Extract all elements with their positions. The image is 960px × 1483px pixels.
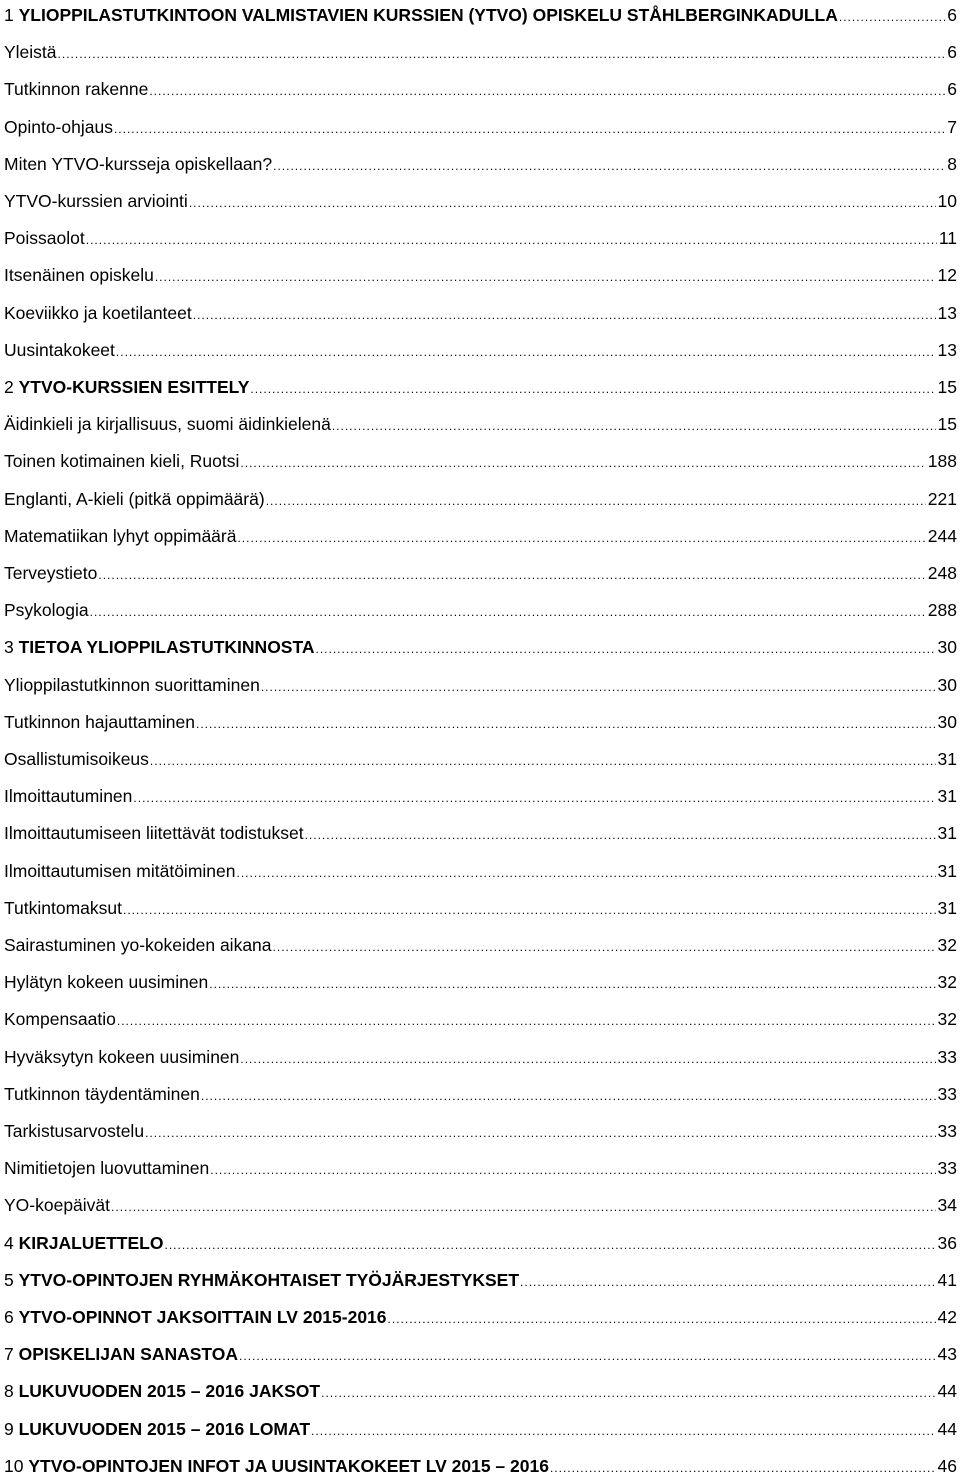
toc-dot-leader (189, 188, 936, 218)
toc-entry[interactable] (4, 595, 957, 625)
toc-section-number: 7 (4, 1344, 14, 1365)
toc-page-number: 10 (937, 191, 957, 211)
toc-page-number: 31 (937, 749, 957, 769)
toc-entry[interactable] (4, 298, 957, 328)
toc-entry-title (4, 335, 115, 365)
toc-entry-text: LUKUVUODEN 2015 – 2016 JAKSOT (18, 1381, 321, 1402)
toc-page-number: 221 (927, 488, 957, 509)
toc-entry[interactable] (4, 446, 957, 476)
toc-entry[interactable] (4, 335, 957, 365)
toc-entry-title (4, 0, 838, 30)
toc-entry[interactable] (4, 484, 957, 514)
toc-dot-leader (201, 1081, 936, 1111)
toc-dot-leader (273, 932, 936, 962)
toc-entry-title (4, 1302, 387, 1332)
toc-entry-text: Toinen kotimainen kieli, Ruotsi (4, 451, 240, 472)
toc-dot-leader (550, 1453, 936, 1483)
toc-entry-text: Tutkinnon hajauttaminen (4, 711, 196, 732)
toc-entry-text: Kompensaatio (4, 1009, 116, 1030)
toc-dot-leader (149, 76, 945, 106)
toc-entry-text: Hyväksytyn kokeen uusiminen (4, 1046, 240, 1067)
toc-entry-text: Matematiikan lyhyt oppimäärä (4, 525, 237, 546)
toc-dot-leader (193, 300, 936, 330)
toc-entry[interactable] (4, 260, 957, 290)
toc-page-number: 31 (937, 897, 957, 918)
toc-entry-title (4, 1228, 163, 1258)
toc-page-number: 11 (938, 228, 957, 249)
toc-page-number: 33 (937, 1083, 957, 1104)
toc-entry-title (4, 1376, 320, 1406)
toc-section-number: 3 (4, 637, 14, 658)
toc-page-number: 248 (927, 563, 957, 583)
toc-page-number: 15 (937, 414, 957, 435)
toc-dot-leader (388, 1304, 936, 1334)
toc-page-number: 41 (937, 1269, 957, 1290)
toc-page-number: 44 (937, 1418, 957, 1439)
toc-entry-text: Poissaolot (4, 228, 85, 249)
toc-entry-text: OPISKELIJAN SANASTOA (18, 1344, 239, 1365)
toc-section-number: 2 (4, 377, 14, 397)
toc-page-number: 33 (937, 1158, 957, 1179)
toc-entry-title (4, 1042, 239, 1072)
toc-entry-title (4, 1339, 238, 1369)
toc-entry[interactable] (4, 1451, 957, 1481)
toc-entry-text: Yleistä (4, 42, 57, 63)
toc-entry-text: YLIOPPILASTUTKINTOON VALMISTAVIEN KURSSIEN (YTVO) OPISKELU STÅHLBERGINKADULLA (18, 5, 838, 25)
toc-page-number: 31 (937, 823, 957, 844)
toc-dot-leader (86, 225, 937, 255)
toc-entry-title (4, 595, 89, 625)
toc-dot-leader (250, 374, 935, 404)
toc-entry[interactable] (4, 930, 957, 960)
toc-page-number: 6 (947, 5, 957, 25)
toc-page-number: 6 (947, 79, 957, 100)
toc-entry-text: Psykologia (4, 600, 89, 621)
toc-entry-title (4, 930, 272, 960)
toc-entry-title (4, 818, 304, 848)
toc-entry-text: Englanti, A-kieli (pitkä oppimäärä) (4, 488, 265, 509)
toc-page-number: 244 (927, 525, 957, 546)
toc-entry[interactable] (4, 1042, 957, 1072)
toc-entry-text: Miten YTVO-kursseja opiskellaan? (4, 153, 273, 174)
toc-page-number: 33 (937, 1046, 957, 1067)
toc-entry[interactable] (4, 558, 957, 588)
toc-section-number: 8 (4, 1381, 14, 1402)
toc-entry-text: Uusintakokeet (4, 339, 115, 360)
toc-section-number: 6 (4, 1307, 14, 1327)
toc-dot-leader (237, 523, 925, 553)
toc-entry[interactable] (4, 1190, 957, 1220)
toc-page-number: 15 (937, 377, 957, 397)
toc-section-number: 9 (4, 1418, 14, 1439)
toc-page-number: 44 (937, 1381, 957, 1402)
toc-entry-title (4, 521, 236, 551)
toc-entry-title (4, 893, 122, 923)
toc-entry[interactable] (4, 1414, 957, 1444)
toc-page-number: 7 (947, 116, 957, 137)
toc-entry-title (4, 1153, 209, 1183)
toc-entry[interactable] (4, 744, 957, 774)
toc-entry-text: Opinto-ohjaus (4, 116, 113, 137)
toc-entry[interactable] (4, 781, 957, 811)
toc-entry[interactable] (4, 74, 957, 104)
toc-entry-title (4, 670, 260, 700)
toc-dot-leader (145, 1118, 935, 1148)
toc-dot-leader (236, 858, 935, 888)
toc-dot-leader (839, 2, 945, 32)
toc-dot-leader (90, 597, 926, 627)
toc-entry-text: YTVO-OPINTOJEN RYHMÄKOHTAISET TYÖJÄRJESTYKSET (18, 1269, 520, 1290)
toc-entry[interactable] (4, 409, 957, 439)
toc-entry-title (4, 1079, 200, 1109)
toc-entry[interactable] (4, 0, 957, 30)
toc-dot-leader (58, 39, 946, 69)
toc-page-number: 13 (937, 302, 957, 323)
toc-entry-title (4, 967, 208, 997)
toc-entry-title (4, 1116, 144, 1146)
toc-page-number: 12 (937, 265, 957, 286)
toc-entry-text: Hylätyn kokeen uusiminen (4, 972, 209, 993)
toc-entry-title (4, 186, 188, 216)
toc-dot-leader (210, 1155, 935, 1185)
toc-page-number: 32 (937, 935, 957, 955)
toc-entry-text: LUKUVUODEN 2015 – 2016 LOMAT (18, 1418, 311, 1439)
toc-page-number: 34 (937, 1195, 957, 1216)
toc-entry-title (4, 372, 249, 402)
toc-entry[interactable] (4, 670, 957, 700)
toc-entry-text: YTVO-OPINTOJEN INFOT JA UUSINTAKOKEET LV 2015 – 2016 (28, 1455, 549, 1476)
toc-entry-text: YO-koepäivät (4, 1195, 111, 1216)
toc-entry-text: Tutkinnon rakenne (4, 79, 149, 100)
toc-entry[interactable] (4, 632, 957, 662)
toc-page-number: 30 (937, 674, 957, 695)
toc-entry-title (4, 707, 195, 737)
toc-entry-text: Tarkistusarvostelu (4, 1121, 145, 1141)
toc-dot-leader (266, 486, 926, 516)
toc-dot-leader (209, 969, 935, 999)
toc-entry-text: Koeviikko ja koetilanteet (4, 302, 192, 323)
toc-entry-text: Ilmoittautuminen (4, 786, 133, 807)
toc-entry-text: Itsenäinen opiskelu (4, 265, 154, 286)
toc-dot-leader (261, 672, 936, 702)
toc-entry-text: YTVO-OPINNOT JAKSOITTAIN LV 2015-2016 (18, 1307, 387, 1327)
toc-dot-leader (164, 1230, 935, 1260)
toc-entry-text: YTVO-KURSSIEN ESITTELY (18, 377, 250, 397)
toc-entry-title (4, 149, 272, 179)
toc-entry[interactable] (4, 1004, 957, 1034)
toc-page-number: 30 (937, 637, 957, 658)
toc-entry[interactable] (4, 1265, 957, 1295)
toc-dot-leader (133, 783, 935, 813)
toc-dot-leader (240, 1044, 935, 1074)
toc-entry[interactable] (4, 1339, 957, 1369)
toc-entry[interactable] (4, 1228, 957, 1258)
toc-entry-title (4, 298, 192, 328)
toc-entry-text: Terveystieto (4, 563, 98, 583)
toc-entry-title (4, 558, 97, 588)
toc-entry[interactable] (4, 856, 957, 886)
toc-entry-text: Ylioppilastutkinnon suorittaminen (4, 674, 260, 695)
toc-dot-leader (520, 1267, 935, 1297)
toc-page-number: 42 (937, 1307, 957, 1327)
toc-entry[interactable] (4, 893, 957, 923)
toc-section-number: 4 (4, 1232, 14, 1253)
toc-dot-leader (305, 820, 936, 850)
toc-entry-title (4, 1451, 549, 1481)
toc-page-number: 188 (927, 451, 957, 472)
toc-dot-leader (332, 411, 936, 441)
toc-page-number: 31 (937, 786, 957, 807)
toc-entry-text: Ilmoittautumiseen liitettävät todistukset (4, 823, 304, 844)
toc-entry-text: YTVO-kurssien arviointi (4, 191, 188, 211)
toc-entry-text: KIRJALUETTELO (18, 1232, 164, 1253)
toc-entry[interactable] (4, 37, 957, 67)
toc-dot-leader (114, 114, 945, 144)
toc-entry-text: Ilmoittautumisen mitätöiminen (4, 860, 236, 881)
toc-dot-leader (273, 151, 945, 181)
toc-entry-text: Osallistumisoikeus (4, 749, 149, 769)
toc-dot-leader (123, 895, 936, 925)
toc-page-number: 30 (937, 711, 957, 732)
toc-entry-title (4, 409, 331, 439)
toc-entry-title (4, 260, 154, 290)
toc-entry-title (4, 781, 132, 811)
toc-entry-text: Tutkintomaksut (4, 897, 123, 918)
toc-dot-leader (321, 1378, 935, 1408)
toc-entry-title (4, 74, 148, 104)
toc-entry-title (4, 1190, 110, 1220)
toc-page-number: 8 (947, 153, 957, 174)
toc-entry[interactable] (4, 1116, 957, 1146)
toc-entry-text: TIETOA YLIOPPILASTUTKINNOSTA (18, 637, 315, 658)
toc-page-number: 32 (937, 1009, 957, 1030)
toc-page-number: 31 (937, 860, 957, 881)
toc-entry[interactable] (4, 967, 957, 997)
toc-dot-leader (155, 262, 936, 292)
toc-entry-title (4, 632, 315, 662)
toc-entry-title (4, 484, 265, 514)
toc-entry[interactable] (4, 1153, 957, 1183)
toc-dot-leader (98, 560, 925, 590)
toc-entry[interactable] (4, 707, 957, 737)
toc-page-number: 33 (937, 1121, 957, 1141)
toc-entry-title (4, 1004, 116, 1034)
toc-entry-title (4, 856, 235, 886)
toc-entry[interactable] (4, 818, 957, 848)
toc-page-number: 6 (947, 42, 957, 63)
toc-entry[interactable] (4, 1376, 957, 1406)
toc-dot-leader (240, 448, 925, 478)
toc-entry-title (4, 1265, 519, 1295)
toc-entry-title (4, 744, 149, 774)
toc-entry[interactable] (4, 149, 957, 179)
toc-entry-title (4, 446, 239, 476)
toc-entry[interactable] (4, 521, 957, 551)
toc-dot-leader (117, 1006, 936, 1036)
toc-page-number: 32 (937, 972, 957, 993)
toc-entry-title (4, 112, 113, 142)
toc-dot-leader (196, 709, 936, 739)
toc-dot-leader (150, 746, 936, 776)
toc-entry[interactable] (4, 1079, 957, 1109)
toc-page-number: 46 (937, 1455, 957, 1476)
toc-section-number: 1 (4, 5, 14, 25)
toc-entry[interactable] (4, 112, 957, 142)
toc-entry-title (4, 223, 85, 253)
toc-entry[interactable] (4, 1302, 957, 1332)
toc-entry[interactable] (4, 372, 957, 402)
toc-entry-text: Sairastuminen yo-kokeiden aikana (4, 935, 272, 955)
toc-entry[interactable] (4, 186, 957, 216)
toc-section-number: 5 (4, 1269, 14, 1290)
toc-page-number: 288 (927, 600, 957, 621)
toc-dot-leader (111, 1192, 936, 1222)
toc-entry-text: Tutkinnon täydentäminen (4, 1083, 200, 1104)
toc-section-number: 10 (4, 1455, 24, 1476)
toc-dot-leader (316, 634, 936, 664)
toc-entry-title (4, 37, 57, 67)
toc-entry-text: Nimitietojen luovuttaminen (4, 1158, 210, 1179)
toc-page-number: 43 (937, 1344, 957, 1365)
toc-entry-title (4, 1414, 310, 1444)
toc-dot-leader (311, 1416, 935, 1446)
toc-page-number: 36 (937, 1232, 957, 1253)
toc-page-number: 13 (937, 339, 957, 360)
toc-dot-leader (116, 337, 936, 367)
toc-dot-leader (239, 1341, 935, 1371)
toc-entry-text: Äidinkieli ja kirjallisuus, suomi äidinkielenä (4, 414, 331, 435)
toc-entry[interactable] (4, 223, 957, 253)
